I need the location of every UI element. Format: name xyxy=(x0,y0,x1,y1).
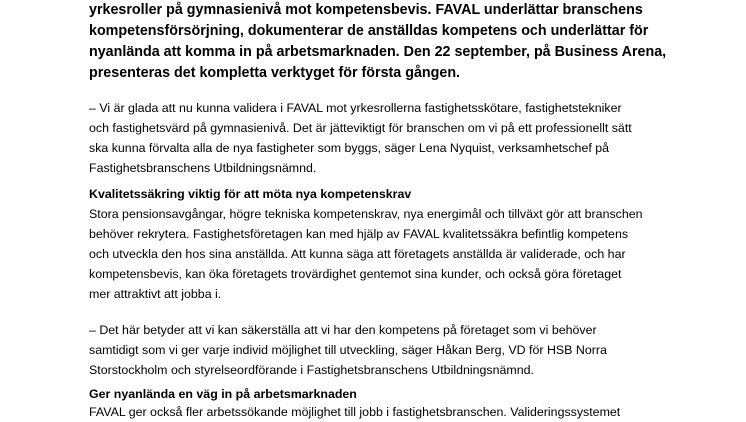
paragraph-line: Fastighetsbranschens Utbildningsnämnd. xyxy=(89,161,317,175)
section-heading-nyanlanda: Ger nyanlända en väg in på arbetsmarknaden xyxy=(89,387,357,401)
paragraph-line: ska kunna förvalta alla de nya fastigheter som byggs, säger Lena Nyquist, verksamhetschef på xyxy=(89,141,610,155)
paragraph-line: mer attraktivt att jobba i. xyxy=(89,287,222,301)
paragraph-line: behöver rekrytera. Fastighetsföretagen kan med hjälp av FAVAL kvalitetssäkra befintlig kompetens xyxy=(89,227,629,241)
paragraph-line: och utveckla den hos sina anställda. Att kunna säga att företagets anställda är validerade, och har xyxy=(89,247,626,261)
lead-paragraph xyxy=(89,0,729,84)
lead-line: yrkesroller på gymnasienivå mot kompetensbevis. FAVAL underlättar branschens xyxy=(89,2,643,18)
paragraph-line: Storstockholm och styrelseordförande i Fastighetsbranschens Utbildningsnämnd. xyxy=(89,363,534,377)
paragraph-line: FAVAL ger också fler arbetssökande möjlighet till jobb i fastighetsbranschen. Valideringssystemet xyxy=(89,405,621,419)
paragraph-line: – Vi är glada att nu kunna validera i FAVAL mot yrkesrollerna fastighetsskötare, fastighetstekniker xyxy=(89,101,622,115)
paragraph-line: – Det här betyder att vi kan säkerställa att vi har den kompetens på företaget som vi behöver xyxy=(89,323,597,337)
paragraph-line: samtidigt som vi ger varje individ möjlighet till utveckling, säger Håkan Berg, VD för HSB Norra xyxy=(89,343,607,357)
lead-line: kompetensförsörjning, dokumenterar de anställdas kompetens och underlättar för xyxy=(89,23,649,39)
lead-line: presenteras det kompletta verktyget för första gången. xyxy=(89,65,461,81)
section-heading-kvalitetssakring: Kvalitetssäkring viktig för att möta nya kompetenskrav xyxy=(89,187,412,201)
lead-line: nyanlända att komma in på arbetsmarknaden. Den 22 september, på Business Arena, xyxy=(89,44,667,60)
paragraph-line: och fastighetsvärd på gymnasienivå. Det är jätteviktigt för branschen om vi på ett professionellt sätt xyxy=(89,121,632,135)
quote-paragraph-hakan-berg xyxy=(89,320,729,380)
body-paragraph-arbetsmarknaden xyxy=(89,402,729,422)
body-paragraph-kompetenskrav xyxy=(89,204,729,304)
paragraph-line: kompetensbevis, kan öka företagets trovärdighet gentemot sina kunder, och också göra företaget xyxy=(89,267,622,281)
quote-paragraph-lena-nyquist xyxy=(89,98,729,178)
paragraph-line: Stora pensionsavgångar, högre tekniska kompetenskrav, nya energimål och tillväxt gör att branschen xyxy=(89,207,643,221)
